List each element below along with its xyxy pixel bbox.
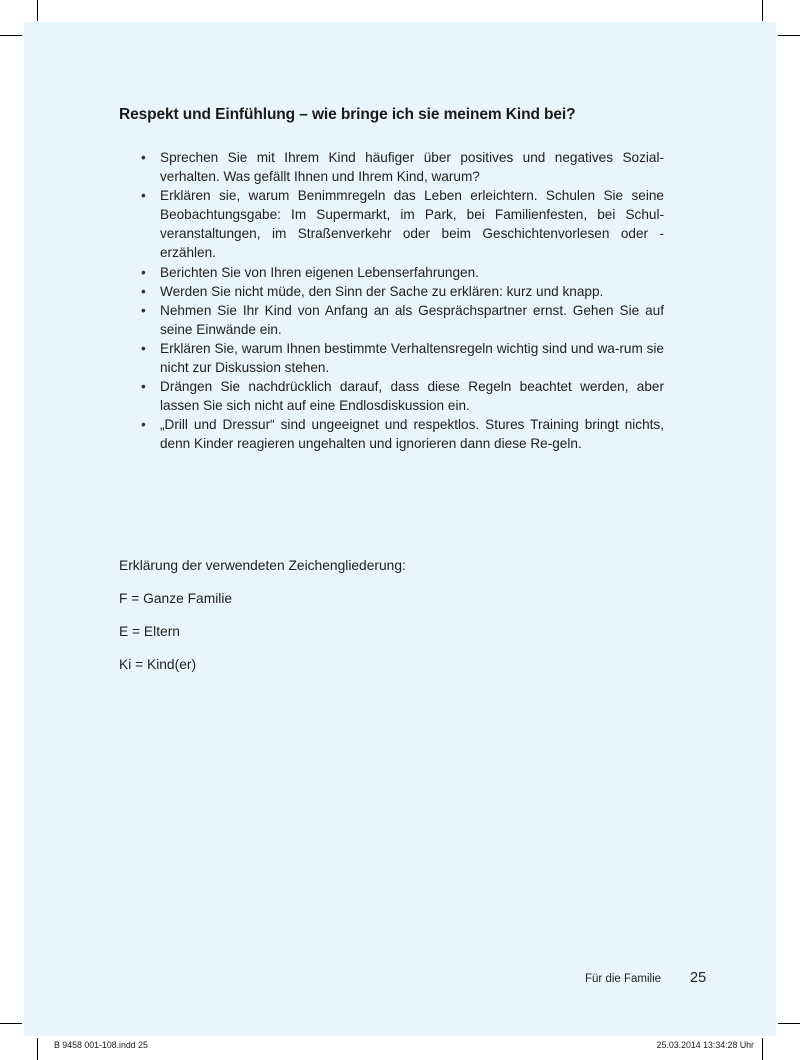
list-item-text: Erklären Sie, warum Ihnen bestimmte Verhaltensregeln wichtig sind und wa-rum sie nicht zur Diskussion stehen. xyxy=(160,340,664,376)
list-item-text: Werden Sie nicht müde, den Sinn der Sache zu erklären: kurz und knapp. xyxy=(160,283,604,299)
bullet-icon: • xyxy=(141,264,146,280)
list-item xyxy=(140,339,664,377)
list-item xyxy=(140,415,664,453)
bullet-icon: • xyxy=(141,188,146,204)
list-item xyxy=(140,282,664,301)
crop-mark xyxy=(778,35,800,36)
list-item xyxy=(140,377,664,415)
crop-mark xyxy=(37,1038,38,1060)
list-item-text: „Drill und Dressur“ sind ungeeignet und respektlos. Stures Training bringt nichts, denn Kinder reagieren ungehalten und ignorieren dann diese Re-geln. xyxy=(160,417,664,452)
list-item xyxy=(140,301,664,339)
crop-mark xyxy=(762,0,763,21)
crop-mark xyxy=(0,35,22,36)
list-item-text: Nehmen Sie Ihr Kind von Anfang an als Gesprächspartner ernst. Gehen Sie auf seine Einwände ein. xyxy=(160,302,664,337)
print-slug-file: B 9458 001-108.indd 25 xyxy=(54,1040,148,1050)
list-item-text: Berichten Sie von Ihren eigenen Lebenserfahrungen. xyxy=(160,264,479,280)
print-slug-timestamp: 25.03.2014 13:34:28 Uhr xyxy=(656,1040,754,1050)
bullet-icon: • xyxy=(141,417,146,433)
running-footer: Für die Familie xyxy=(585,973,662,985)
legend-item: E = Eltern xyxy=(119,624,180,639)
crop-mark xyxy=(778,1023,800,1024)
bullet-icon: • xyxy=(141,302,146,318)
crop-mark xyxy=(0,1023,22,1024)
list-item xyxy=(140,186,664,262)
list-item-text: Drängen Sie nachdrücklich darauf, dass diese Regeln beachtet werden, aber lassen Sie sich nicht auf eine Endlosdiskussion ein. xyxy=(160,379,664,414)
list-item-text: Erklären sie, warum Benimmregeln das Leben erleichtern. Schulen Sie seine Beobachtungsgabe: Im Supermarkt, im Park, bei Familienfesten, bei Schul-veranstaltungen, im Straßenverkehr oder beim Geschichtenvorlesen oder -erzählen. xyxy=(160,188,664,261)
section-heading: Respekt und Einfühlung – wie bringe ich sie meinem Kind bei? xyxy=(119,106,576,123)
bullet-icon: • xyxy=(141,379,146,395)
symbol-legend xyxy=(119,556,619,688)
tips-list xyxy=(140,148,664,454)
legend-item: F = Ganze Familie xyxy=(119,591,233,606)
page-number: 25 xyxy=(690,970,707,986)
bullet-icon: • xyxy=(141,283,146,299)
bullet-icon: • xyxy=(141,340,146,356)
list-item xyxy=(140,263,664,282)
legend-intro: Erklärung der verwendeten Zeichengliederung: xyxy=(119,558,406,573)
crop-mark xyxy=(762,1038,763,1060)
list-item-text: Sprechen Sie mit Ihrem Kind häufiger über positives und negatives Sozial-verhalten. Was gefällt Ihnen und Ihrem Kind, warum? xyxy=(160,150,664,185)
bullet-icon: • xyxy=(141,150,146,165)
legend-item: Ki = Kind(er) xyxy=(119,657,197,672)
list-item xyxy=(140,148,664,186)
crop-mark xyxy=(37,0,38,21)
